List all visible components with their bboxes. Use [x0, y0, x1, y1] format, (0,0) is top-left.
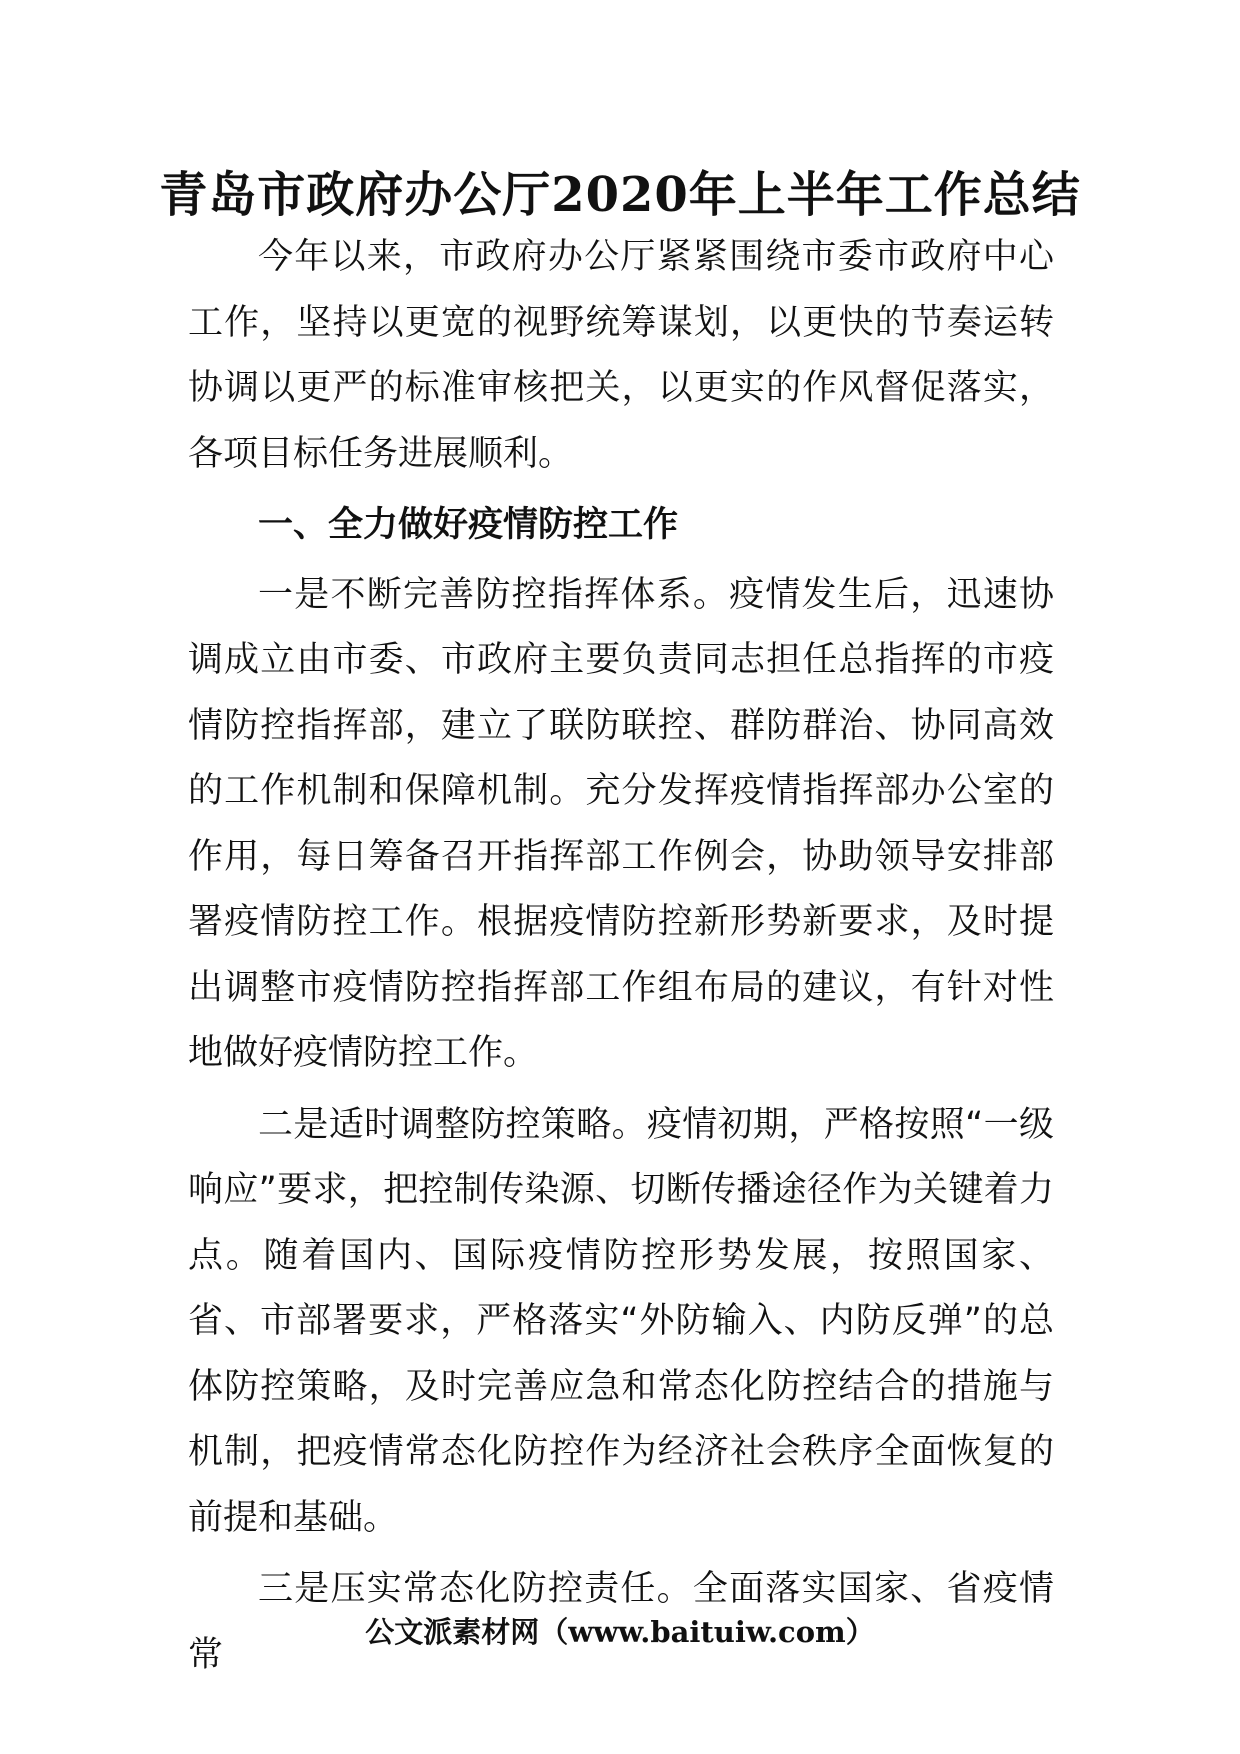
- paragraph-strategy: 二是适时调整防控策略。疫情初期，严格按照“一级响应”要求，把控制传染源、切断传播途径作为关键着力点。随着国内、国际疫情防控形势发展，按照国家、省、市部署要求，严格落实“外防输入、内防反弹”的总体防控策略，及时完善应急和常态化防控结合的措施与机制，把疫情常态化防控作为经济社会秩序全面恢复的前提和基础。: [188, 1104, 1054, 1538]
- document-body: [188, 225, 1054, 1694]
- paragraph-responsibility: 三是压实常态化防控责任。全面落实国家、省疫情常: [188, 1569, 1054, 1675]
- paragraph-command-system: 一是不断完善防控指挥体系。疫情发生后，迅速协调成立由市委、市政府主要负责同志担任总指挥的市疫情防控指挥部，建立了联防联控、群防群治、协同高效的工作机制和保障机制。充分发挥疫情指挥部办公室的作用，每日筹备召开指挥部工作例会，协助领导安排部署疫情防控工作。根据疫情防控新形势新要求，及时提出调整市疫情防控指挥部工作组布局的建议，有针对性地做好疫情防控工作。: [188, 574, 1054, 1073]
- paragraph-intro: 今年以来，市政府办公厅紧紧围绕市委市政府中心工作，坚持以更宽的视野统筹谋划，以更快的节奏运转协调以更严的标准审核把关，以更实的作风督促落实，各项目标任务进展顺利。: [188, 237, 1054, 474]
- section-heading: 一、全力做好疫情防控工作: [258, 505, 679, 545]
- footer-watermark: 公文派素材网（www.baituiw.com）: [365, 1615, 875, 1649]
- document-title: 青岛市政府办公厅2020年上半年工作总结: [159, 167, 1081, 223]
